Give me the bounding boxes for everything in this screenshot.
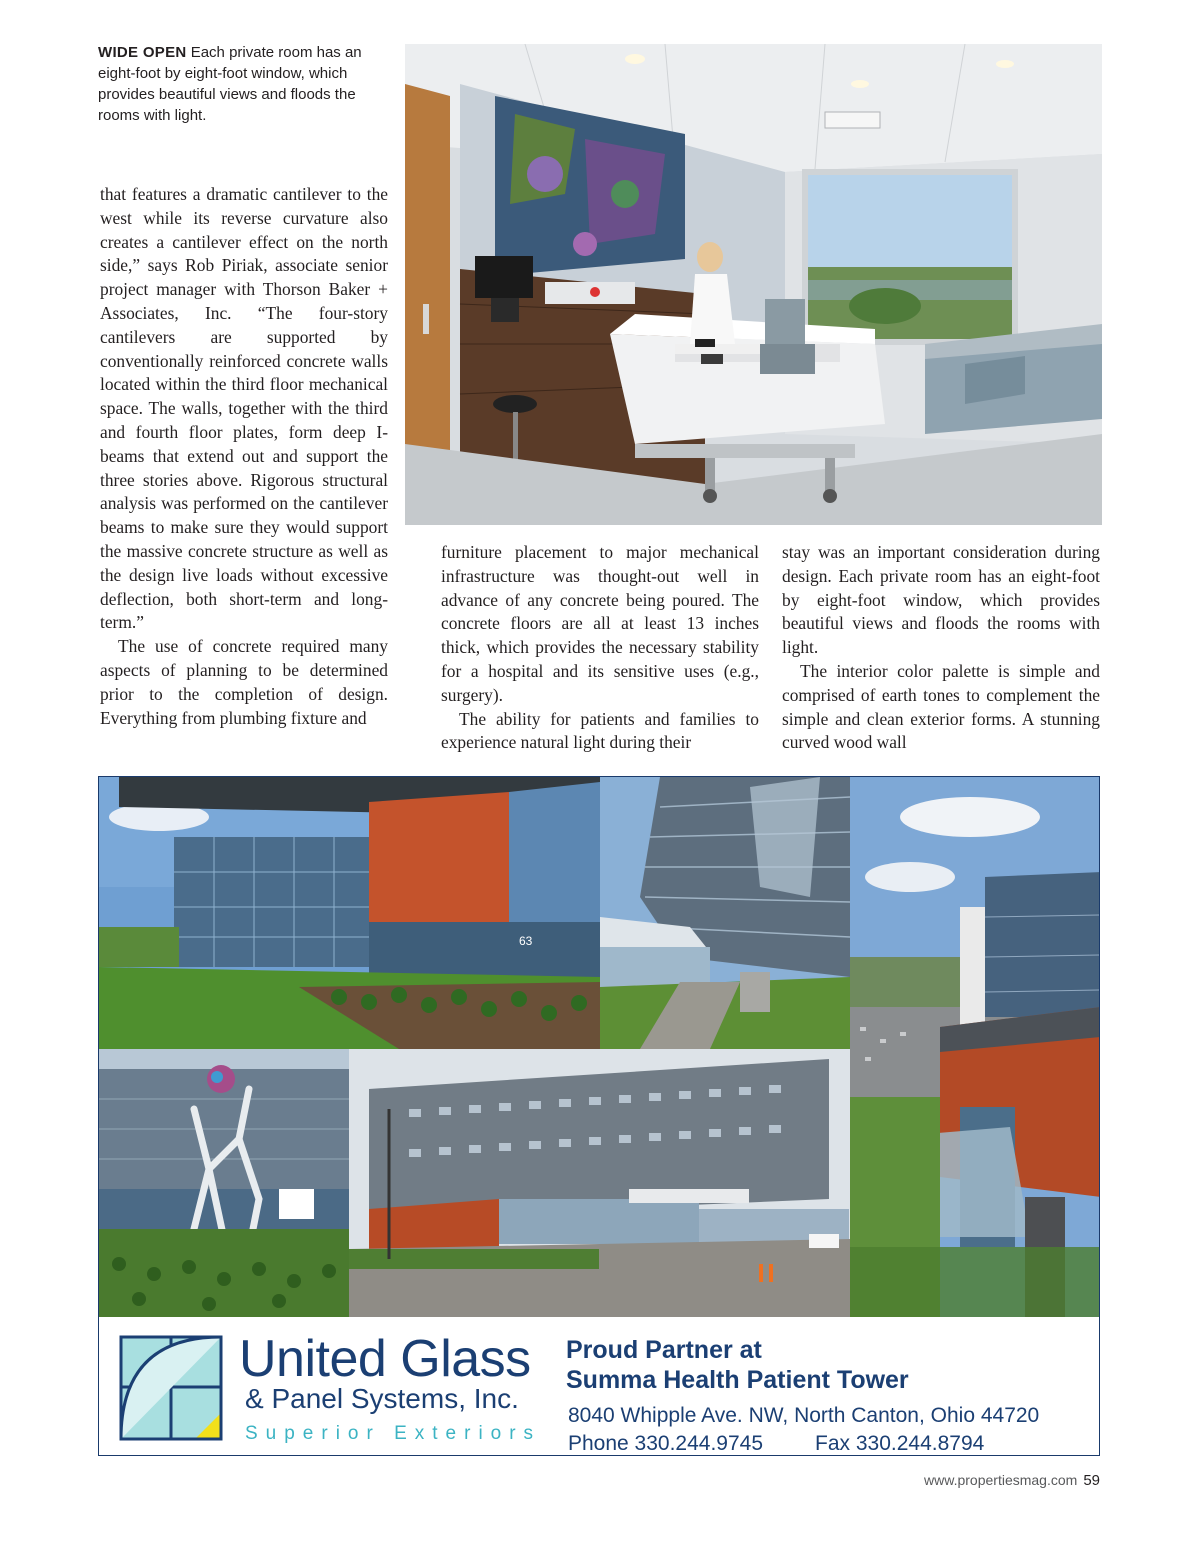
ad-headline-line-2: Summa Health Patient Tower [566, 1366, 909, 1394]
company-subtitle: & Panel Systems, Inc. [245, 1383, 519, 1414]
united-glass-logo-icon [119, 1335, 223, 1441]
ad-headline [566, 1335, 909, 1395]
article-column-3 [782, 541, 1100, 755]
caption-lead: WIDE OPEN [98, 44, 187, 61]
united-glass-advertisement [98, 776, 1100, 1456]
exterior-photo-entrance [99, 777, 600, 1049]
exterior-photo-tower [349, 1049, 850, 1317]
website-url: www.propertiesmag.com [924, 1472, 1078, 1488]
article-paragraph: stay was an important consideration during design. Each private room has an eight-foot by eight-foot window, which provides beautiful views and floods the rooms with light. [782, 542, 1100, 658]
article-paragraph: that features a dramatic cantilever to the west while its reverse curvature also creates a cantilever effect on the north side,” says Rob Piriak, associate senior project manager with Thorson Baker + Associates, Inc. “The four-story cantilevers are supported by conventionally reinforced concrete walls located within the third floor mechanical space. The walls, together with the third and fourth floor plates, form deep I-beams that extend out and support the three stories above. Rigorous structural analysis was performed on the cantilever beams to make sure they would support the massive concrete structure as well as the design live loads without excessive deflection, both short-term and long-term.” [100, 184, 388, 633]
company-fax: Fax 330.244.8794 [815, 1432, 985, 1455]
caption-text: Each private room has an eight-foot by eight-foot window, which provides beautiful views and floods the rooms with light. [98, 44, 362, 124]
article-paragraph: The ability for patients and families to experience natural light during their [441, 708, 759, 753]
photo-caption [98, 42, 393, 126]
company-address: 8040 Whipple Ave. NW, North Canton, Ohio 44720 [568, 1404, 1040, 1427]
article-paragraph: The use of concrete required many aspects of planning to be determined prior to the completion of design. Everything from plumbing fixture and [100, 636, 388, 728]
article-column-2 [441, 541, 759, 755]
building-number-sign: 63 [519, 934, 533, 948]
exterior-photo-canopy [600, 777, 850, 1049]
company-tagline: Superior Exteriors [245, 1423, 542, 1444]
exterior-photo-aerial [850, 777, 1100, 1317]
company-phone: Phone 330.244.9745 [568, 1432, 764, 1455]
page-number: 59 [1083, 1472, 1100, 1489]
exterior-photo-sculpture [99, 1049, 349, 1317]
article-paragraph: The interior color palette is simple and comprised of earth tones to complement the simple and clean exterior forms. A stunning curved wood wall [782, 660, 1100, 753]
company-name: United Glass [239, 1330, 531, 1388]
article-column-1 [100, 183, 388, 730]
ad-contact-section [99, 1317, 1099, 1456]
hospital-room-photo [405, 44, 1102, 525]
page-footer [924, 1472, 1100, 1489]
ad-headline-line-1: Proud Partner at [566, 1336, 762, 1364]
article-paragraph: furniture placement to major mechanical infrastructure was thought-out well in advance of any concrete being poured. The concrete floors are all at least 13 inches thick, which provides the necessary stability for a hospital and its sensitive uses (e.g., surgery). [441, 542, 759, 705]
